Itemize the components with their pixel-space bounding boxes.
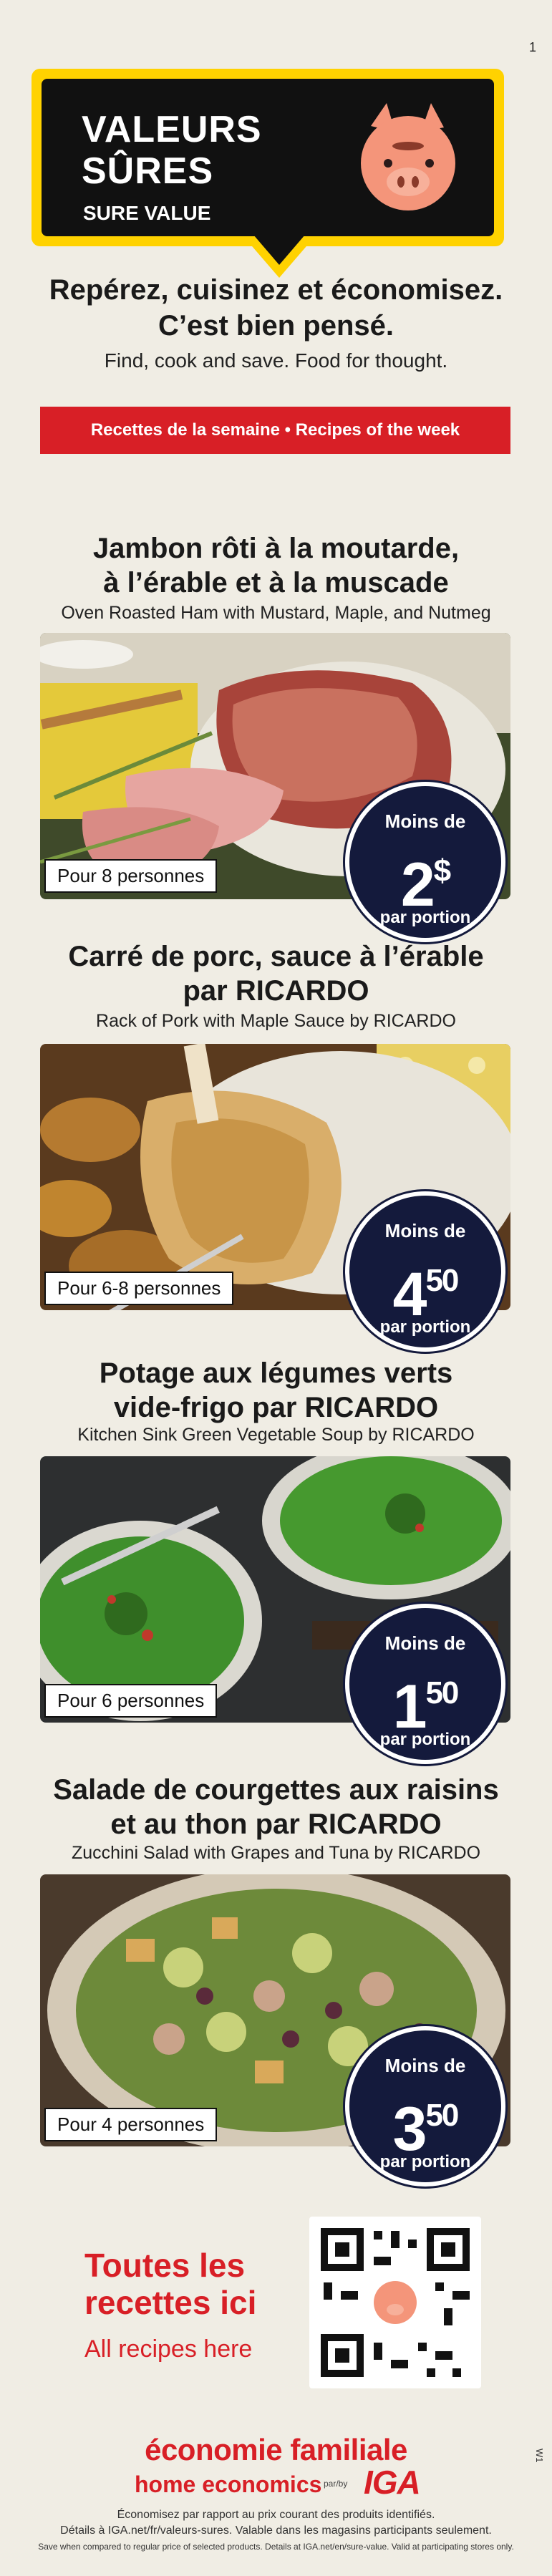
recipe-title-en: Rack of Pork with Maple Sauce by RICARDO — [96, 1011, 456, 1031]
recipe-title-en: Zucchini Salad with Grapes and Tuna by RICARDO — [71, 1843, 481, 1863]
price-badge-bottom: par portion — [379, 1317, 471, 1337]
serves-label: Pour 6 personnes — [44, 1684, 217, 1718]
recipe-title-line1: Salade de courgettes aux raisins — [53, 1774, 499, 1806]
page-number: 1 — [528, 40, 536, 54]
price-badge-top: Moins de — [384, 1632, 466, 1654]
piggy-bank-icon — [342, 97, 464, 219]
serves-label: Pour 8 personnes — [44, 859, 217, 893]
price-badge — [345, 782, 505, 942]
price-badge — [345, 1191, 505, 1352]
recipes-banner: Recettes de la semaine • Recipes of the week — [40, 407, 510, 454]
recipe-title-line1: Carré de porc, sauce à l’érable — [68, 941, 484, 972]
price-badge-amount — [349, 1661, 501, 1739]
price-main: 2 — [400, 851, 434, 919]
price-badge-bottom: par portion — [379, 2152, 471, 2171]
recipe-title-line1: Jambon rôti à la moutarde, — [92, 533, 460, 564]
price-main: 4 — [392, 1260, 426, 1329]
fine-print-line2: Détails à IGA.net/fr/valeurs-sures. Valable dans les magasins participants seulement. — [60, 2524, 492, 2537]
qr-code-graphic — [309, 2217, 481, 2388]
recipe-title-line2: vide-frigo par RICARDO — [113, 1392, 439, 1423]
recipe-title-line2: et au thon par RICARDO — [110, 1808, 442, 1840]
all-recipes-link[interactable]: All recipes here — [84, 2335, 253, 2363]
cta-line2: recettes ici — [84, 2284, 257, 2321]
cta-line1: Toutes les — [84, 2247, 246, 2284]
price-sup: 50 — [425, 1675, 458, 1710]
price-badge-bottom: par portion — [379, 908, 471, 927]
tagline-english: Find, cook and save. Food for thought. — [104, 349, 448, 372]
price-badge-top: Moins de — [384, 2055, 466, 2076]
logo-speech-tail-inner — [253, 235, 305, 265]
price-main: 3 — [392, 2095, 426, 2164]
fine-print-line1: Économisez par rapport au prix courant des produits identifiés. — [117, 2509, 435, 2521]
tagline-fr-line2: C’est bien pensé. — [158, 310, 394, 342]
tagline-french — [0, 272, 552, 344]
recipe-title-en: Oven Roasted Ham with Mustard, Maple, and Nutmeg — [61, 603, 491, 623]
side-code: W1 — [534, 2449, 545, 2463]
home-economics-logo: home economics — [135, 2471, 322, 2497]
price-main: 1 — [392, 1672, 426, 1741]
price-badge-bottom: par portion — [379, 1730, 471, 1749]
price-badge — [345, 2026, 505, 2187]
price-badge-top: Moins de — [384, 810, 466, 832]
recipe-title-line1: Potage aux légumes verts — [99, 1357, 453, 1389]
recipe-title-fr — [0, 531, 552, 600]
recipe-title-en: Kitchen Sink Green Vegetable Soup by RICARDO — [77, 1425, 475, 1445]
recipe-title-fr — [0, 939, 552, 1008]
recipe-title-fr — [0, 1356, 552, 1425]
price-badge-amount — [349, 1249, 501, 1327]
serves-label: Pour 4 personnes — [44, 2108, 217, 2141]
tagline-fr-line1: Repérez, cuisinez et économisez. — [49, 274, 503, 306]
qr-code-icon[interactable] — [309, 2217, 481, 2388]
logo-subtitle: SURE VALUE — [83, 202, 211, 224]
serves-label: Pour 6-8 personnes — [44, 1272, 233, 1305]
iga-logo: IGA — [364, 2464, 420, 2501]
brand-par-by: par/by — [324, 2479, 348, 2489]
price-sup: $ — [433, 853, 450, 888]
price-sup: 50 — [425, 2098, 458, 2133]
price-sup: 50 — [425, 1263, 458, 1298]
price-badge — [345, 1604, 505, 1764]
logo-title-line1: VALEURS — [82, 109, 262, 150]
price-badge-top: Moins de — [384, 1220, 466, 1241]
logo-title — [82, 109, 262, 192]
all-recipes-heading[interactable] — [84, 2247, 256, 2321]
fine-print-line3: Save when compared to regular price of selected products. Details at IGA.net/en/sure-value. Valid at participating stores only. — [38, 2542, 514, 2552]
price-badge-amount — [349, 839, 501, 917]
recipe-title-line2: par RICARDO — [183, 975, 369, 1007]
economie-familiale-logo: économie familiale — [145, 2433, 407, 2466]
recipe-title-fr — [0, 1773, 552, 1841]
recipe-title-line2: à l’érable et à la muscade — [103, 567, 449, 599]
logo-title-line2: SÛRES — [82, 150, 214, 192]
sure-value-logo — [32, 69, 504, 246]
